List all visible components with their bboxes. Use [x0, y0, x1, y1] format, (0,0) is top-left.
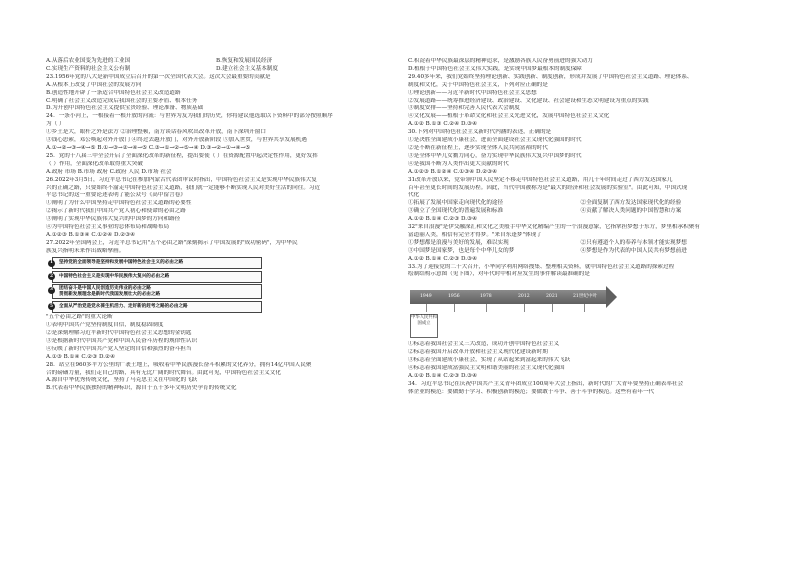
q27-item: ②是深刻理解习近平新时代中国特色社会主义思想的金钥匙 [46, 329, 192, 336]
option: D.为开创中国特色社会主义提供宝贵经验、理论准备、物质基础 [46, 105, 204, 112]
q30-item: ④是我国不断为人类作出更大贡献的时代 [408, 160, 509, 167]
q33-item: ③标志着全面建成小康社会，实现了从站起来到富起来的伟大飞跃 [408, 357, 571, 364]
q31-stem: 31改革开放以来，党带领中国人民坚定不移走中国特色社会主义道路，用几十年时间走过了西方发达国家几 [408, 176, 673, 183]
timeline-year: 1956 [448, 294, 460, 300]
q24-item: ③钱心思索，邓公唤起对外开放门 ④终过去越开放门，对外开放新阶段 ⑤加入世贸，与世界共享发展机遇 [46, 137, 307, 144]
q32-items-row2 [408, 248, 753, 256]
q29-item: ④文化发展——植根于革命文化和社会主义先进文化，发展中国特色社会主义文化 [408, 113, 610, 120]
timeline-year: 2012 [518, 294, 530, 300]
q31-options: A.①② B.①④ C.②③ D.③④ [408, 216, 478, 223]
option: A.从落后农业国变为先进的工业国 [46, 58, 131, 64]
q26-options: A.①②③ B.①③④ C.①②④ D.②③④ [46, 231, 136, 238]
number-badge: 1 [50, 260, 53, 266]
number-badge: 2 [50, 273, 53, 279]
q22-options-row1 [46, 58, 386, 66]
diagram-box-text: 贯彻新发展理念是新时代我国发展壮大的必由之路 [59, 291, 161, 297]
option: C.积淀着中华民族最深层的精神追求，是激励各族人民奋勇前进的强大动力 [408, 58, 593, 64]
option: C.实现生产资料的社会主义公有制 [46, 65, 131, 72]
q31-item: ③确立了全国现代化的普遍发展和标准 [408, 208, 504, 215]
option: B.创造性地开辟了一条适合中国特色社会主义改造道路 [46, 89, 181, 96]
q28-stem: 28．站立在960多平方公里的广袤土地上，吸收着中华民族漫长奋斗积累的文化养分，拥有14亿中国人民聚 [46, 361, 312, 368]
q29-stem-cont: 制度和文化，关于中国特色社会主义，下列对应正确的是 [408, 81, 548, 88]
timeline-year: 1949 [420, 294, 432, 300]
q29-item: ③制度安排——坚持和完善人民代表大会制度 [408, 105, 520, 112]
q33-stem-cont: 绘制结构示意图（见下图），对年代时中相对应发生的事件解读最准确的是 [408, 271, 590, 278]
diagram-box-text: 中国特色社会主义是实现中华民族伟大复兴的必由之路 [59, 273, 170, 279]
q29-item: ①理论创新——习近平新时代中国特色社会主义思想 [408, 89, 537, 96]
q26-stem-cont: 兴的正确之路，只要始终不渝走中国特色社会主义道路，我们就一定能够不断实现人民对美好生活的向往。习近 [46, 184, 321, 191]
timeline-tick [426, 304, 427, 312]
q29-options: A.①② B.①③ C.②④ D.③④ [408, 121, 478, 128]
q28-stem-cont: 合的磅礴力量，我们走自己的路，具有无比广阔的时代舞台。由此可见，中国特色社会主义文化 [46, 369, 281, 376]
timeline-tick [454, 304, 455, 312]
q30-item: ②是不断在新征程上，逐步实现全体人民共同富裕的时代 [408, 144, 548, 151]
diagram-box-text: 团结奋斗是中国人民创造历史伟业的必由之路 [59, 286, 151, 292]
q33-stem: 33.为了迎接党的二十大召开，小华同学利用网络搜集、整理相关资料，就中国特色社会主义道路的探索过程 [408, 263, 675, 270]
q27-diagram [52, 257, 262, 313]
number-badge: 3 [50, 287, 53, 293]
q27-item: ④反映了新时代中国共产党人坚定的自信和强烈的奋斗担当 [46, 345, 192, 352]
q33-item: ①标志着我国社会主义三大改造，成功开创中国特色社会主义 [408, 341, 560, 348]
q30-item: ①是决胜全面建成小康社会，进而全面建设社会主义现代化强国的时代 [408, 137, 582, 144]
right-column [408, 58, 753, 397]
q25-stem: 25．党的十八届三中全会开启了全面深化改革的新征程，提出要使（ ）在资源配置中起决定性作用，更好发挥 [46, 152, 318, 159]
q25-stem-cont: （ ）作用，全面深化改革取得重大突破 [46, 160, 143, 167]
q31-item: ②全面复制了西方发达国家现代化的经验 [580, 200, 682, 207]
q27-item: ③是根据新时代中国共产党和中国人民奋斗历程的规律性认识 [46, 337, 198, 344]
timeline-year: 2021 [546, 294, 558, 300]
q30-item: ③是全体中华儿女勠力同心，奋力实现中华民族伟大复兴中国梦的时代 [408, 152, 582, 159]
timeline-diagram [410, 282, 615, 338]
q27-options: A.①③ B.①④ C.②③ D.②④ [46, 353, 116, 360]
option: C.明确了社会主义改造完成后我国社会的主要矛盾、根本任务 [46, 97, 198, 104]
q27-stem: 27.2022年全国两会上，习近平总书记用"五个必由之路"深刻揭示了中国发展的"成功密码"，为中华民 [46, 239, 298, 246]
timeline-label-box: 中华人民共和国成立 [410, 314, 438, 338]
q32-items-row1 [408, 240, 753, 248]
q30-stem: 30.下列对中国特色社会主义新时代内涵的表述，正确的是 [408, 129, 552, 136]
option: A.源自中华优秀传统文化，坚持了马克思主义在中国化的飞跃 [46, 377, 198, 384]
diagram-box-5 [52, 301, 262, 313]
q32-item: ①梦想都是浪漫与美好的发展，难以实现 [408, 239, 509, 246]
q27-prompt: "五个必由之路"的重大论断 [46, 314, 113, 321]
diagram-box-text: 全面从严治党是党永葆生机活力、走好新的赶考之路的必由之路 [59, 303, 188, 309]
q26-stem: 26.2022年3月5日，习近平总书记在参加内蒙古代表团审议时指出，中国特色社会主义是实现中华民族伟大复 [46, 176, 317, 183]
timeline-year: 21世纪中叶 [573, 294, 598, 300]
timeline-tick [584, 304, 585, 312]
option: D.建立社会主义基本制度 [216, 65, 279, 72]
q31-item: ①拓展了发展中国家走向现代化的途径 [408, 200, 504, 207]
option: B.恢复和发展国民经济 [216, 58, 273, 64]
q31-items-row2 [408, 208, 753, 216]
option: D.植根于中国特色社会主义伟大实践，是实现中国梦最根本的制度保障 [408, 65, 582, 72]
option: A.从根本上改变了中国社会的发展方向 [46, 81, 142, 88]
q24-stem: 24．一条小河上，一根接着一根开放的河流：与世界为友为我们的历史，你将建议他选取以下资料中的部分按照顺序 [46, 113, 333, 120]
q25-options: A.政府 市场 B.市场 政府 C.政府 人民 D.市场 社会 [46, 168, 172, 175]
q24-options: A.①→②→③→④→⑤ B.①→③→②→④→⑤ C.③→①→②→⑤→④ D.③→②→①→④→⑤ [46, 144, 251, 151]
left-column [46, 58, 386, 393]
q27-stem-cont: 族复兴指明未来作出战略擘画。 [46, 247, 125, 254]
option: B.代表着中华民族独特的精神标识，源自于五千多年文明历史孕育的传统文化 [46, 385, 237, 392]
q29-stem: 29.40多年来，我们党始终坚持理论创新、实践创新、制度创新，形成并发展了中国特色社会主义道路、理论体系、 [408, 73, 693, 80]
q26-item: ③阐明了实现中华民族伟大复兴的中国梦的方向和路径 [46, 216, 181, 223]
q27-item: ①表明中国共产党坚持制度自信，制度稳固制度 [46, 322, 164, 329]
q32-item: ④梦想是作为代表的中国人民共有梦想前进 [580, 247, 687, 254]
q32-options: A.①② B.①④ C.②③ D.③④ [408, 255, 478, 262]
q26-item: ①阐明了为什么中国坚持走中国特色社会主义道路的必要性 [46, 200, 192, 207]
q23-stem: 23.1956年党的八大是新中国成立后召开的第一次全国代表大会。这次大会最重要的贡献是 [46, 73, 271, 80]
diagram-box-3-4 [52, 284, 262, 299]
q29-item: ②发展道路——统筹推进经济建设、政治建设、文化建设、社会建设和生态文明建设为重点的实践 [408, 97, 649, 104]
timeline-year: 1978 [480, 294, 492, 300]
diagram-box-text: 坚持党的全面领导是坚持和发展中国特色社会主义的必由之路 [59, 260, 184, 266]
q32-stem: 32"来自浪漫"是伊交融深汇和文化之美般手中华文化精编产生的一个浪漫意象，它指掌担梦想于东方，梦里相承积聚有 [408, 224, 700, 231]
q26-stem-cont: 平总书记的这一重要论述表明了能公众号《高中留言卷》 [46, 192, 186, 199]
q32-item: ③中国梦是国家梦，也是每个中华儿女的梦 [408, 247, 515, 254]
q32-item: ②只有遵道个人的奉养与本领才能实现梦想 [580, 239, 687, 246]
number-badge: 5 [50, 303, 53, 309]
q24-item: ①乡土是大，眼杆之外是法方 ②治理整顿，南方谈话春风吹出改革开放，南下深圳开窗口 [46, 129, 266, 136]
q34-stem-cont: 体企业的模范：要做勤于学习、积极创新的模范；要做敢于斗争、善于斗争的模范。这些有着年一代 [408, 388, 655, 395]
q33-item: ④标志着我国建成富强民主文明和谐美丽的社会主义现代化强国 [408, 365, 565, 372]
q22-options-row2 [46, 66, 386, 74]
q34-stem: 34．习近平总书记在庆祝中国共产主义青年团成立100周年大会上指出，新时代的广大青年要坚持正确表率社会 [408, 380, 684, 387]
q30-options: A.①②③ B.①②④ C.①③④ D.②③④ [408, 168, 498, 175]
diagram-box-1 [52, 257, 262, 269]
diagram-box-2 [52, 271, 262, 283]
q33-item: ②标志着我国开启改革开放和社会主义现代化建设新时期 [408, 349, 548, 356]
q26-item: ④为中国特色社会主义事业的总体布局和战略布局 [46, 224, 170, 231]
q31-item: ④贡献了解决人类问题的中国智慧和方案 [580, 208, 682, 215]
timeline-tick [524, 304, 525, 312]
q26-item: ②揭示了新时代我们中国共产党人初心和使命的必由之路 [46, 208, 186, 215]
timeline-tick [486, 304, 487, 312]
timeline-tick [552, 304, 553, 312]
q33-options: A.①② B.①④ C.②③ D.③④ [408, 373, 478, 379]
q31-stem-cont: 百年甚至更长时间的发展历程。因此，当代中国被称为是"最大的经济和社会发展的实验室"。由此可知，中国式现 [408, 184, 688, 191]
q31-stem-cont: 代化 [408, 192, 420, 199]
q24-stem-cont: 为（ ） [46, 121, 65, 128]
q32-stem-cont: 富道丽人类，相信有完全才得梦。"来自东逢梦"体现了 [408, 231, 542, 238]
timeline-arrow-head [606, 286, 617, 308]
